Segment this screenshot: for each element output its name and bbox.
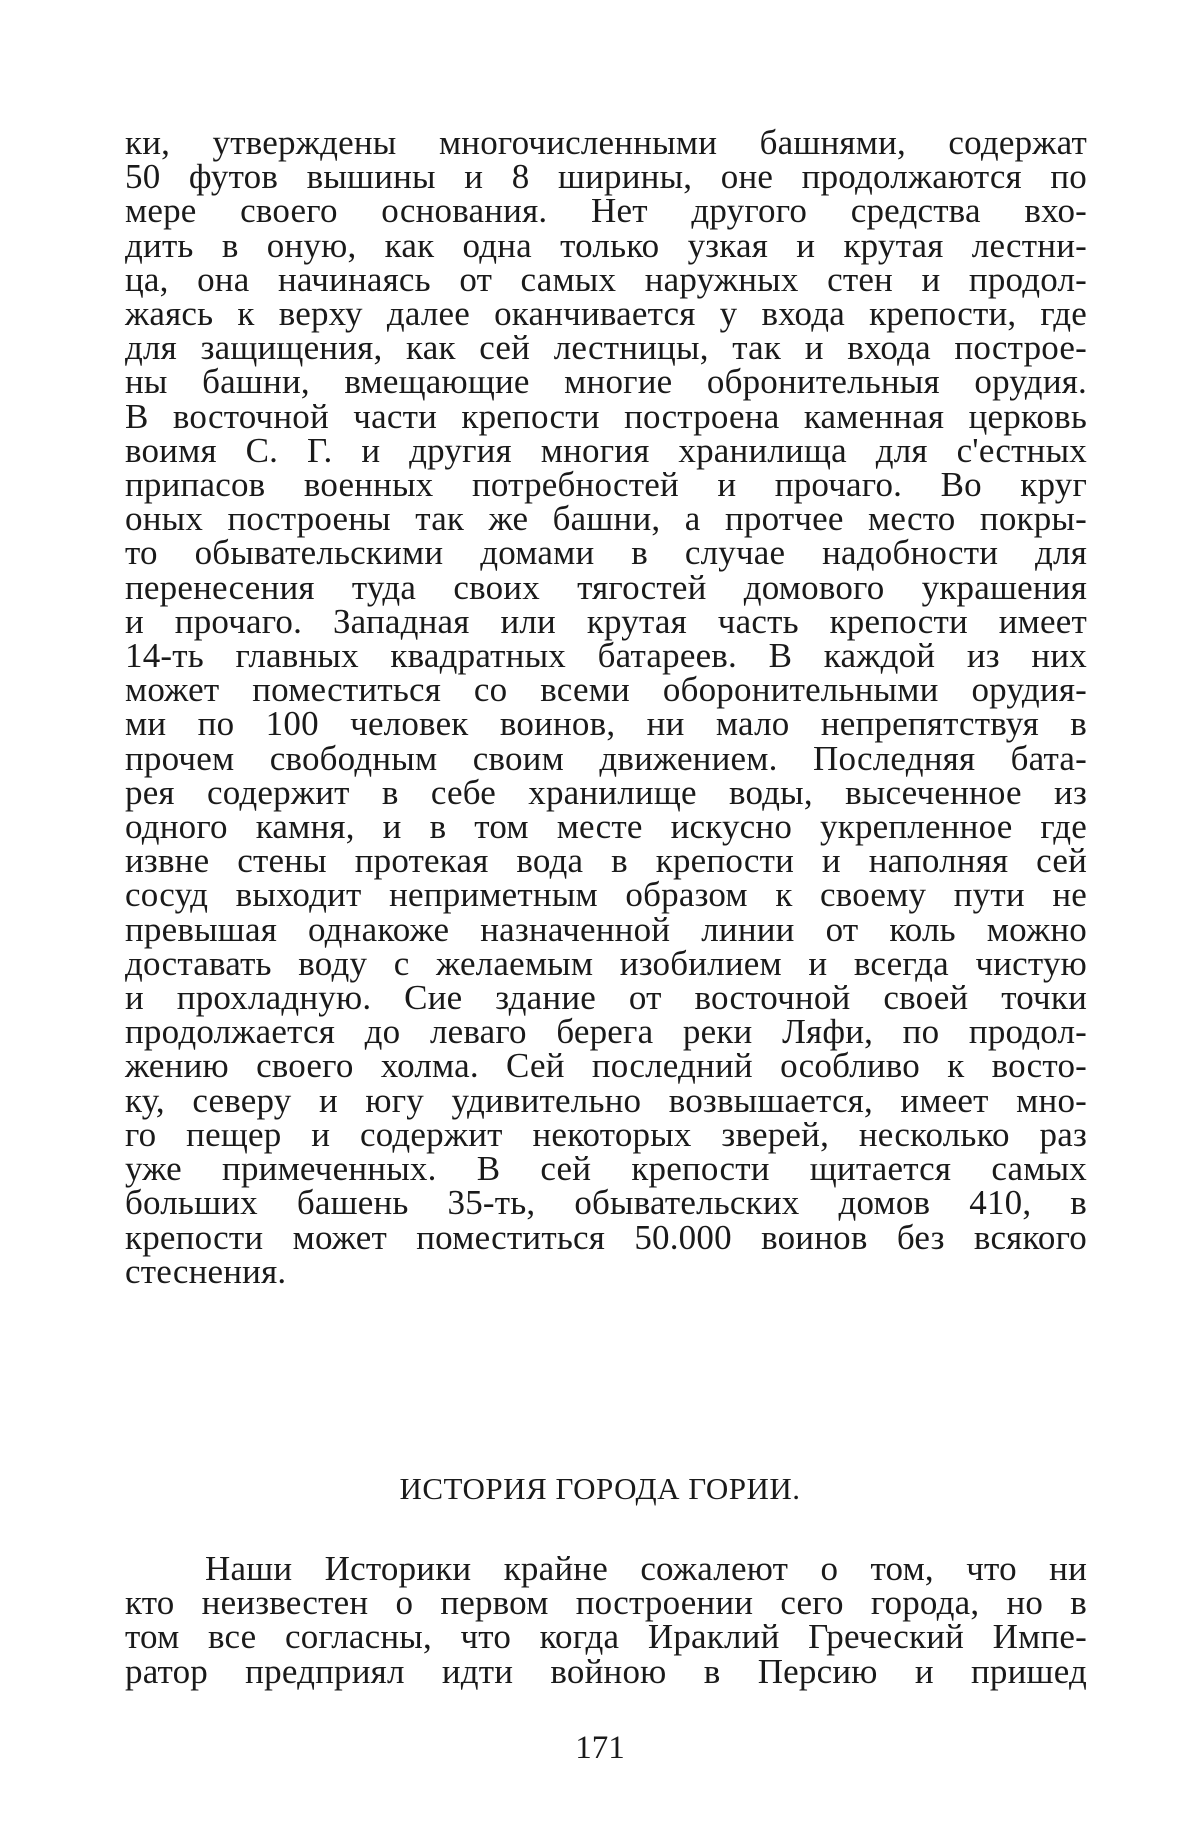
text-line: одного камня, и в том месте искусно укрепленное где [125, 807, 1087, 847]
text-line: стеснения. [125, 1251, 287, 1291]
text-line: Наши Историки крайне сожалеют о том, что ни [205, 1549, 1087, 1588]
text-line: превышая однакоже назначенной линии от коль можно [125, 909, 1087, 949]
text-line: жению своего холма. Сей последний особливо к восто- [125, 1046, 1087, 1086]
text-line: перенесения туда своих тягостей домового украшения [125, 567, 1087, 607]
text-line: рея содержит в себе хранилище воды, высеченное из [125, 772, 1087, 812]
text-line: ратор предприял идти войною в Персию и пришед [125, 1651, 1087, 1691]
text-line: го пещер и содержит некоторых зверей, несколько раз [125, 1114, 1087, 1154]
text-line: крепости может поместиться 50.000 воинов без всякого [125, 1217, 1087, 1257]
text-line: В восточной части крепости построена каменная церковь [125, 396, 1087, 436]
text-line: и прочаго. Западная или крутая часть крепости имеет [125, 601, 1087, 641]
page-number: 171 [575, 1730, 625, 1766]
text-line: припасов военных потребностей и прочаго. Во круг [125, 465, 1087, 505]
text-line: 50 футов вышины и 8 ширины, оне продолжаются по [125, 157, 1087, 197]
text-line: 14-ть главных квадратных батареев. В каждой из них [125, 636, 1087, 676]
text-line: ны башни, вмещающие многие обронительныя орудия. [125, 362, 1087, 402]
text-line: кто неизвестен о первом построении сего города, но в [125, 1583, 1087, 1623]
text-line: доставать воду с желаемым изобилием и всегда чистую [125, 943, 1087, 983]
text-line: ку, северу и югу удивительно возвышается, имеет мно- [125, 1080, 1087, 1120]
text-line: то обывательскими домами в случае надобности для [125, 533, 1087, 573]
section-heading: ИСТОРИЯ ГОРОДА ГОРИИ. [399, 1471, 801, 1506]
text-line: для защищения, как сей лестницы, так и входа построе- [125, 328, 1087, 368]
text-line: извне стены протекая вода в крепости и наполняя сей [125, 841, 1087, 881]
text-line: прочем свободным своим движением. Последняя бата- [125, 738, 1087, 778]
text-line: уже примеченных. В сей крепости щитается самых [125, 1149, 1087, 1189]
text-line: том все согласны, что когда Ираклий Греческий Импе- [125, 1617, 1087, 1657]
text-line: ки, утверждены многочисленными башнями, содержат [125, 123, 1087, 162]
text-line: воимя С. Г. и другия многия хранилища для с'естных [125, 430, 1087, 470]
text-line: ца, она начинаясь от самых наружных стен и продол- [125, 259, 1087, 299]
text-line: может поместиться со всеми оборонительными орудия- [125, 670, 1087, 710]
text-line: и прохладную. Сие здание от восточной своей точки [125, 978, 1087, 1018]
text-line: оных построены так же башни, а протчее место покры- [125, 499, 1087, 539]
section-text-block [125, 1549, 1087, 1691]
main-text-block [125, 123, 1087, 1291]
text-line: ми по 100 человек воинов, ни мало непрепятствуя в [125, 704, 1087, 744]
text-line: сосуд выходит неприметным образом к своему пути не [125, 875, 1087, 915]
text-line: больших башень 35-ть, обывательских домов 410, в [125, 1183, 1087, 1223]
text-line: дить в оную, как одна только узкая и крутая лестни- [125, 225, 1087, 265]
text-line: жаясь к верху далее оканчивается у входа крепости, где [125, 294, 1087, 334]
text-line: мере своего основания. Нет другого средства вхо- [125, 191, 1087, 231]
text-line: продолжается до леваго берега реки Ляфи, по продол- [125, 1012, 1087, 1052]
